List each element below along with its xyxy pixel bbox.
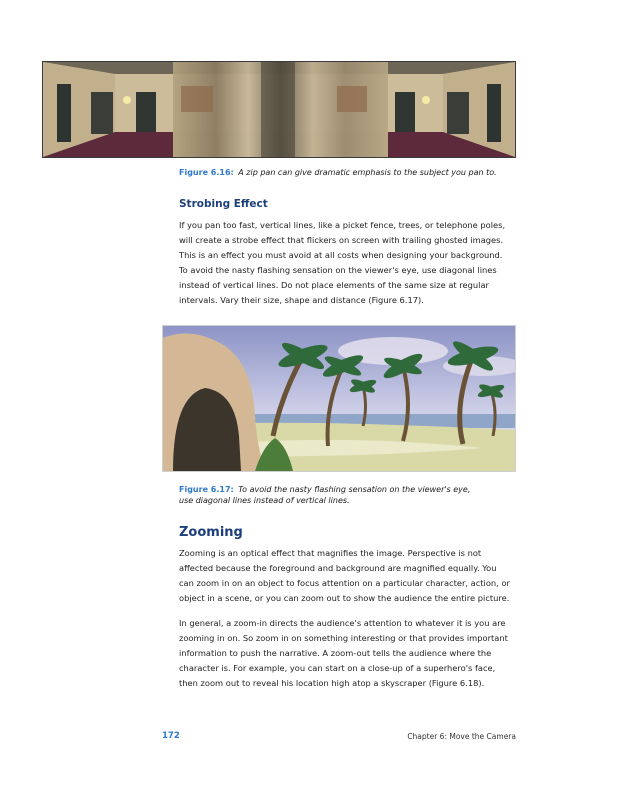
caption-text: To avoid the nasty flashing sensation on the viewer's eye,: [238, 485, 471, 494]
figure-6-16-hallway-image: [42, 61, 516, 158]
text-line: can zoom in on an object to focus attention on a particular character, action, or: [179, 578, 510, 589]
text-line: zooming in on. So zoom in on something interesting or that provides important: [179, 633, 508, 644]
text-line: affected because the foreground and background are magnified equally. You: [179, 563, 497, 574]
text-line: instead of vertical lines. Do not place elements of the same size at regular: [179, 280, 489, 291]
page-number: 172: [162, 731, 180, 741]
caption-text: use diagonal lines instead of vertical lines.: [179, 496, 350, 505]
running-head: Chapter 6: Move the Camera: [407, 732, 516, 741]
section-heading-zooming: Zooming: [179, 525, 243, 540]
text-line: To avoid the nasty flashing sensation on the viewer's eye, use diagonal lines: [179, 265, 497, 276]
zooming-paragraph-1: [179, 546, 517, 606]
figure-6-17-beach-image: [162, 325, 516, 472]
text-line: then zoom out to reveal his location high atop a skyscraper (Figure 6.18).: [179, 678, 485, 689]
text-line: In general, a zoom-in directs the audience's attention to whatever it is you are: [179, 618, 506, 628]
figure-6-16-caption: [179, 167, 509, 178]
hallway-illustration: [43, 62, 515, 157]
text-line: This is an effect you must avoid at all costs when designing your background.: [179, 250, 503, 261]
section-heading-strobing: Strobing Effect: [179, 198, 268, 210]
zooming-paragraph-2: [179, 616, 517, 691]
text-line: If you pan too fast, vertical lines, like a picket fence, trees, or telephone poles,: [179, 220, 506, 230]
strobing-paragraph: [179, 218, 517, 309]
beach-palm-illustration: [163, 326, 515, 471]
text-line: will create a strobe effect that flickers on screen with trailing ghosted images.: [179, 235, 504, 246]
text-line: Zooming is an optical effect that magnifies the image. Perspective is not: [179, 548, 482, 558]
text-line: object in a scene, or you can zoom out to show the audience the entire picture.: [179, 593, 510, 604]
caption-text: A zip pan can give dramatic emphasis to the subject you pan to.: [238, 168, 497, 177]
text-line: information to push the narrative. A zoom-out tells the audience where the: [179, 648, 492, 659]
figure-label: Figure 6.16:: [179, 168, 234, 177]
figure-6-17-caption: [179, 484, 479, 506]
figure-label: Figure 6.17:: [179, 485, 234, 494]
text-line: intervals. Vary their size, shape and distance (Figure 6.17).: [179, 295, 424, 306]
text-line: character is. For example, you can start on a close-up of a superhero's face,: [179, 663, 496, 674]
